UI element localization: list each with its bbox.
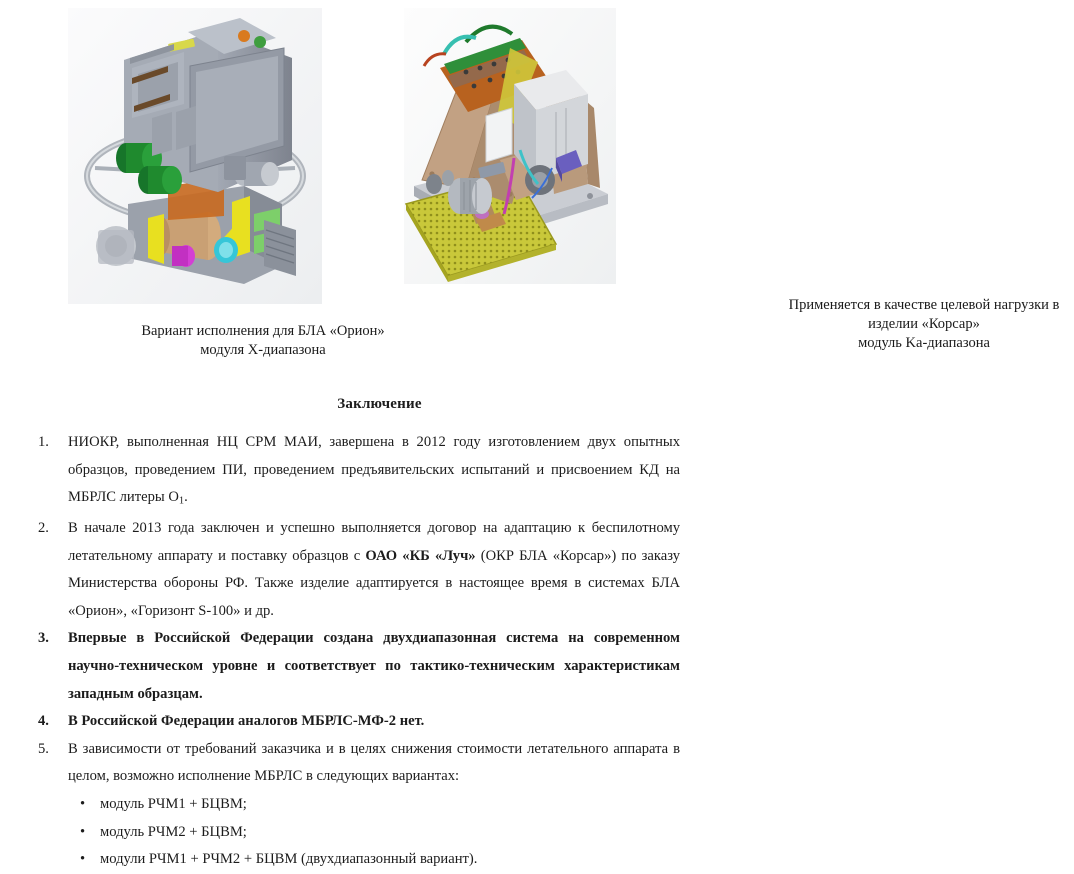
list-item [0, 736, 735, 791]
caption-line: модуля X-диапазона [200, 342, 326, 358]
bullet-text: модуль РЧМ1 + БЦВМ; [100, 796, 247, 813]
list-item-text: В Российской Федерации аналогов МБРЛС-МФ-2 нет. [68, 713, 425, 730]
list-item-number: 1. [38, 434, 49, 450]
list-item-number: 5. [38, 740, 49, 757]
caption-line: Вариант исполнения для БЛА «Орион» [141, 323, 385, 339]
conclusion-section [0, 396, 735, 874]
bullet-marker: • [80, 796, 86, 813]
figure-orion-caption [108, 322, 418, 360]
configuration-bullet-list [0, 791, 735, 874]
list-item-text: В зависимости от требований заказчика и в целях снижения стоимости летательного аппарата в целом, возможно исполнение МБРЛС в следующих вариантах: [68, 740, 680, 785]
list-item-number: 4. [38, 713, 49, 730]
list-item [0, 846, 735, 874]
figure-korsar-ka-band [404, 8, 1060, 351]
list-item-number: 2. [38, 520, 49, 537]
figure-orion-x-band [68, 8, 385, 358]
caption-line: изделии «Корсар» [868, 316, 980, 332]
list-item-text-part2: (ОКР БЛА «Корсар») по заказу Министерства обороны РФ. Также изделие адаптируется в настоящее время в системах БЛА «Орион», «Горизонт S-100» и др. [68, 547, 680, 619]
list-item-number: 3. [38, 630, 49, 647]
conclusion-numbered-list [0, 429, 735, 791]
letter-subscript: 1 [178, 495, 185, 507]
list-item-text [68, 434, 680, 505]
list-item-text [68, 520, 680, 619]
list-item [0, 429, 735, 515]
list-item-text-part1: В начале 2013 года заключен и успешно выполняется договор на адаптацию к беспилотному летательному аппарату и поставку образцов с [68, 520, 680, 564]
list-item [0, 708, 735, 736]
list-item-text-main: НИОКР, выполненная НЦ СРМ МАИ, завершена в 2012 году изготовлением двух опытных образцов, проведением ПИ, проведением предъявительских испытаний и присвоением КД на МБРЛС литеры О [68, 434, 680, 506]
caption-line: модуль Ka-диапазона [858, 335, 990, 351]
list-item [0, 819, 735, 847]
bullet-text: модули РЧМ1 + РЧМ2 + БЦВМ (двухдиапазонный вариант). [100, 851, 478, 868]
figures-row [0, 0, 1060, 372]
organization-name-bold: ОАО «КБ «Луч» [365, 547, 476, 564]
list-item-text-tail: . [184, 489, 188, 506]
list-item [0, 625, 735, 708]
caption-line: Применяется в качестве целевой нагрузки в [788, 297, 1060, 313]
korsar-ka-band-module-render [404, 8, 616, 284]
bullet-marker: • [80, 851, 86, 868]
page-title: Заключение [337, 396, 422, 412]
orion-x-band-module-render [68, 8, 322, 304]
figure-korsar-caption [774, 296, 1074, 353]
list-item-text: Впервые в Российской Федерации создана двухдиапазонная система на современном научно-техническом уровне и соответствует по тактико-техническим характеристикам западным образцам. [68, 630, 680, 702]
list-item [0, 791, 735, 819]
bullet-marker: • [80, 823, 86, 840]
bullet-text: модуль РЧМ2 + БЦВМ; [100, 823, 247, 840]
list-item [0, 515, 735, 625]
